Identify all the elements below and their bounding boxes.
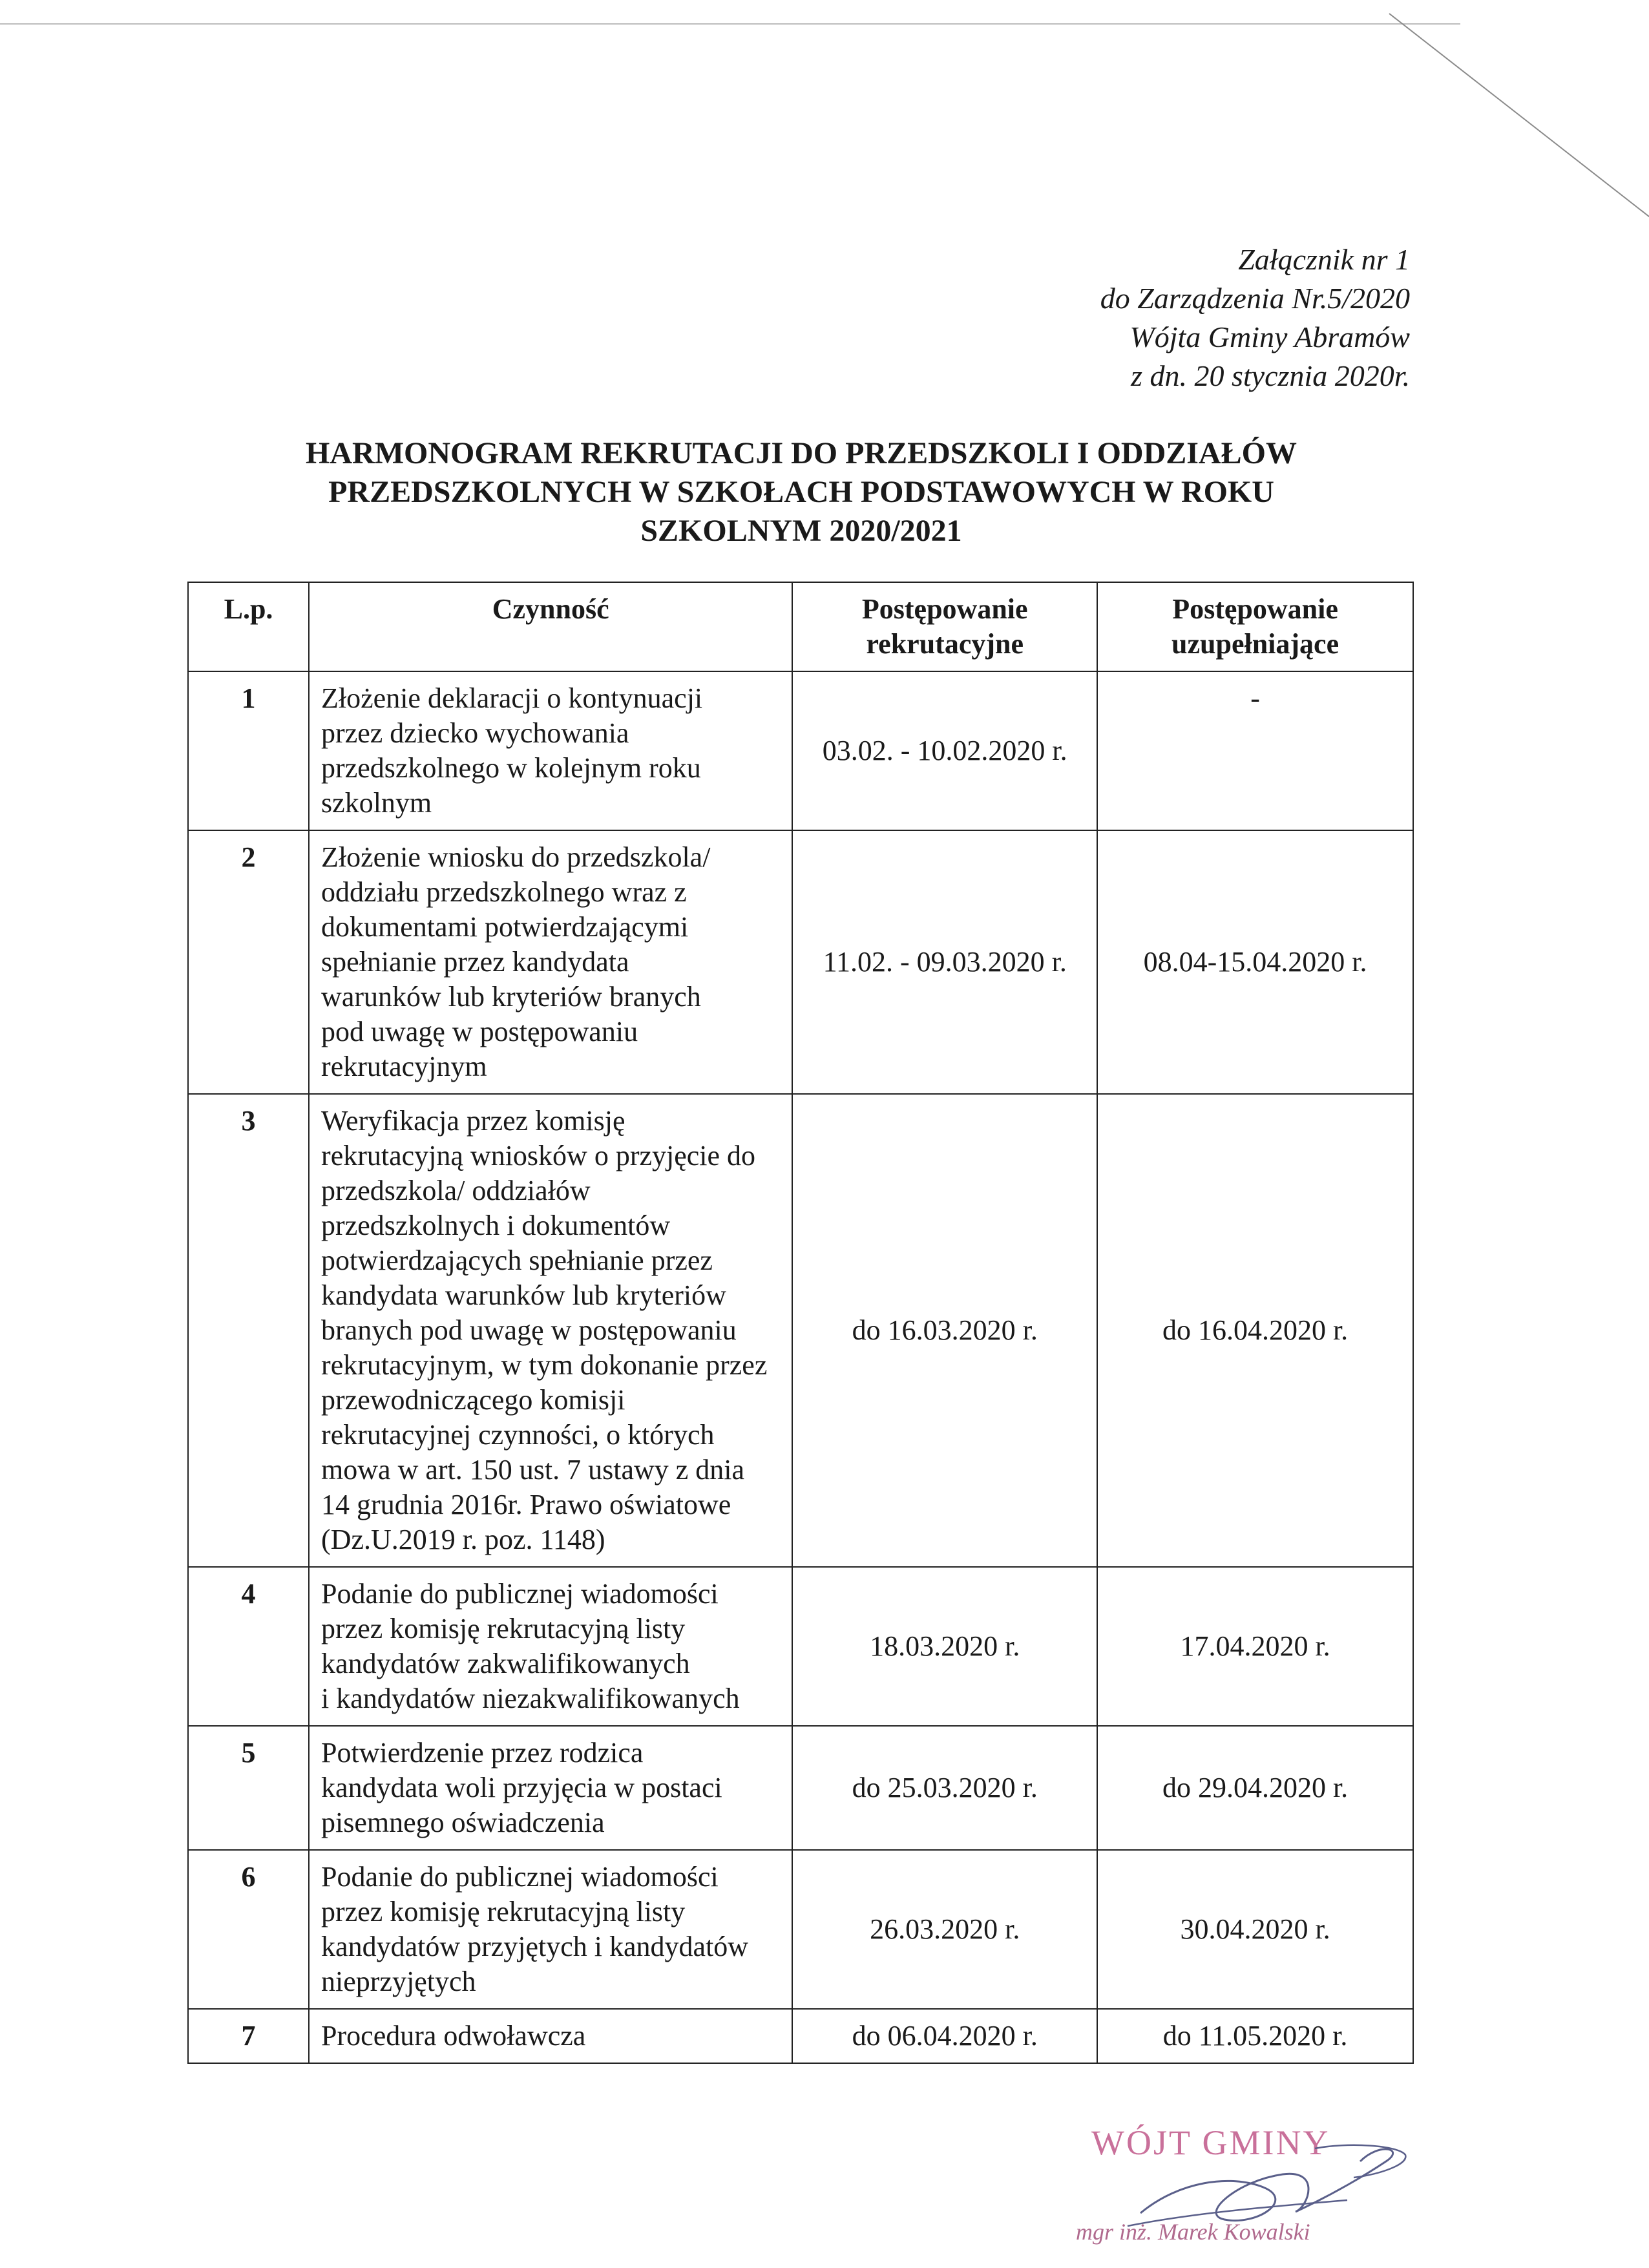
row-number: 2 (188, 830, 309, 1094)
activity-line: Potwierdzenie przez rodzica (321, 1737, 644, 1769)
activity-line: pisemnego oświadczenia (321, 1807, 605, 1838)
row-number: 7 (188, 2009, 309, 2063)
header-recruitment (792, 582, 1097, 671)
table-body (188, 671, 1413, 2063)
row-recruitment-date: do 16.03.2020 r. (792, 1094, 1097, 1567)
activity-line: przedszkolnego w kolejnym roku (321, 752, 701, 784)
row-supplementary-date: do 29.04.2020 r. (1097, 1726, 1413, 1850)
row-number: 1 (188, 671, 309, 830)
row-recruitment-date: 26.03.2020 r. (792, 1850, 1097, 2009)
table-row (188, 1567, 1413, 1726)
header-supplementary (1097, 582, 1413, 671)
annex-header (1100, 240, 1410, 395)
activity-line: przedszkolnych i dokumentów (321, 1210, 671, 1241)
activity-line: przewodniczącego komisji (321, 1384, 625, 1416)
table-row (188, 830, 1413, 1094)
activity-line: warunków lub kryteriów branych (321, 981, 701, 1013)
header-lp: L.p. (188, 582, 309, 671)
row-number: 6 (188, 1850, 309, 2009)
activity-line: przez komisję rekrutacyjną listy (321, 1613, 686, 1644)
row-activity (309, 1850, 792, 2009)
activity-line: szkolnym (321, 787, 432, 819)
row-recruitment-date: do 25.03.2020 r. (792, 1726, 1097, 1850)
annex-line: z dn. 20 stycznia 2020r. (1131, 359, 1410, 392)
header-recruitment-line: Postępowanie (861, 593, 1028, 625)
recruitment-schedule-table (187, 582, 1414, 2064)
row-recruitment-date: 18.03.2020 r. (792, 1567, 1097, 1726)
stamp-name: mgr inż. Marek Kowalski (1076, 2219, 1310, 2245)
row-recruitment-date: 03.02. - 10.02.2020 r. (792, 671, 1097, 830)
activity-line: branych pod uwagę w postępowaniu (321, 1314, 737, 1346)
activity-line: potwierdzających spełnianie przez (321, 1244, 713, 1276)
row-activity (309, 830, 792, 1094)
activity-line: pod uwagę w postępowaniu (321, 1016, 638, 1047)
activity-line: (Dz.U.2019 r. poz. 1148) (321, 1524, 605, 1555)
activity-line: Złożenie deklaracji o kontynuacji (321, 682, 703, 714)
row-number: 4 (188, 1567, 309, 1726)
activity-line: rekrutacyjnej czynności, o których (321, 1419, 715, 1451)
activity-line: rekrutacyjną wniosków o przyjęcie do (321, 1140, 756, 1171)
row-activity (309, 1567, 792, 1726)
activity-line: nieprzyjętych (321, 1966, 476, 1997)
row-supplementary-date: - (1097, 671, 1413, 830)
header-recruitment-line: rekrutacyjne (866, 628, 1024, 660)
row-supplementary-date: do 11.05.2020 r. (1097, 2009, 1413, 2063)
activity-line: i kandydatów niezakwalifikowanych (321, 1683, 740, 1714)
table-row (188, 671, 1413, 830)
activity-line: Podanie do publicznej wiadomości (321, 1578, 719, 1610)
activity-line: przez komisję rekrutacyjną listy (321, 1896, 686, 1927)
activity-line: przedszkola/ oddziałów (321, 1175, 591, 1206)
title-line: SZKOLNYM 2020/2021 (640, 514, 962, 548)
row-number: 3 (188, 1094, 309, 1567)
row-activity (309, 1094, 792, 1567)
activity-line: kandydata warunków lub kryteriów (321, 1279, 726, 1311)
activity-line: przez dziecko wychowania (321, 717, 629, 749)
row-supplementary-date: 30.04.2020 r. (1097, 1850, 1413, 2009)
scan-edge-line (0, 23, 1460, 25)
activity-line: mowa w art. 150 ust. 7 ustawy z dnia (321, 1454, 745, 1486)
row-activity (309, 1726, 792, 1850)
row-recruitment-date: do 06.04.2020 r. (792, 2009, 1097, 2063)
row-supplementary-date: 17.04.2020 r. (1097, 1567, 1413, 1726)
activity-line: 14 grudnia 2016r. Prawo oświatowe (321, 1489, 731, 1520)
title-line: HARMONOGRAM REKRUTACJI DO PRZEDSZKOLI I ODDZIAŁÓW (306, 436, 1297, 470)
activity-line: Złożenie wniosku do przedszkola/ (321, 841, 711, 873)
activity-line: Podanie do publicznej wiadomości (321, 1861, 719, 1893)
table-row (188, 1094, 1413, 1567)
title-line: PRZEDSZKOLNYCH W SZKOŁACH PODSTAWOWYCH W ROKU (328, 475, 1274, 509)
table-header-row (188, 582, 1413, 671)
annex-line: Załącznik nr 1 (1238, 243, 1410, 276)
activity-line: dokumentami potwierdzającymi (321, 911, 689, 943)
document-title (194, 434, 1409, 551)
stamp-title: WÓJT GMINY (1091, 2123, 1330, 2162)
header-supplementary-line: uzupełniające (1171, 628, 1339, 660)
header-supplementary-line: Postępowanie (1172, 593, 1338, 625)
activity-line: Weryfikacja przez komisję (321, 1105, 625, 1137)
table-row (188, 1850, 1413, 2009)
activity-line: rekrutacyjnym, w tym dokonanie przez (321, 1349, 768, 1381)
row-number: 5 (188, 1726, 309, 1850)
row-activity (309, 2009, 792, 2063)
activity-line: spełnianie przez kandydata (321, 946, 629, 978)
row-recruitment-date: 11.02. - 09.03.2020 r. (792, 830, 1097, 1094)
activity-line: kandydatów zakwalifikowanych (321, 1648, 690, 1679)
official-stamp (1076, 2123, 1418, 2252)
row-supplementary-date: 08.04-15.04.2020 r. (1097, 830, 1413, 1094)
row-supplementary-date: do 16.04.2020 r. (1097, 1094, 1413, 1567)
scan-folded-corner (1389, 13, 1649, 221)
row-activity (309, 671, 792, 830)
activity-line: kandydata woli przyjęcia w postaci (321, 1772, 722, 1803)
activity-line: kandydatów przyjętych i kandydatów (321, 1931, 749, 1962)
activity-line: oddziału przedszkolnego wraz z (321, 876, 687, 908)
table-row (188, 1726, 1413, 1850)
annex-line: do Zarządzenia Nr.5/2020 (1100, 282, 1410, 315)
annex-line: Wójta Gminy Abramów (1129, 320, 1410, 353)
activity-line: Procedura odwoławcza (321, 2020, 586, 2052)
header-activity: Czynność (309, 582, 792, 671)
activity-line: rekrutacyjnym (321, 1051, 487, 1082)
table-row (188, 2009, 1413, 2063)
